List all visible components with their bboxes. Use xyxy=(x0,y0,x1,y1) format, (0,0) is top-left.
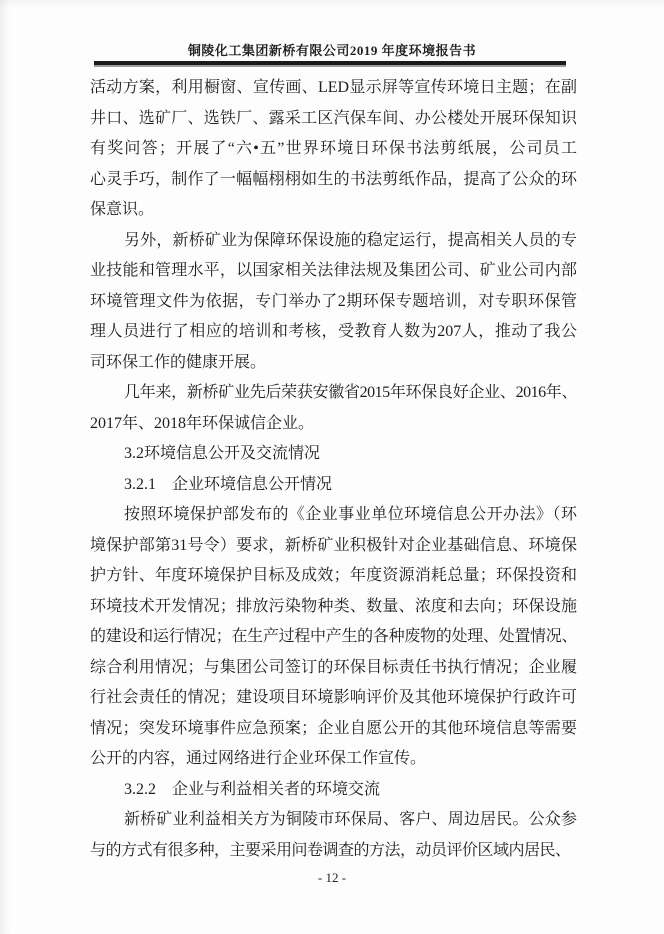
body-line: 几年来，新桥矿业先后荣获安徽省2015年环保良好企业、2016年、 xyxy=(124,384,577,401)
body-line: 综合利用情况；与集团公司签订的环保目标责任书执行情况；企业履 xyxy=(90,658,577,676)
body-line: 的建设和运行情况；在生产过程中产生的各种废物的处理、处置情况、 xyxy=(90,628,577,645)
body-line: 有奖问答；开展了“六•五”世界环境日环保书法剪纸展，公司员工 xyxy=(90,140,577,157)
section-heading: 3.2.2 企业与利益相关者的环境交流 xyxy=(124,780,381,798)
body-line: 保意识。 xyxy=(90,201,155,218)
page-number: - 12 - xyxy=(317,870,347,885)
body-line: 环境管理文件为依据，专门举办了2期环保专题培训，对专职环保管 xyxy=(90,292,577,310)
body-line: 业技能和管理水平，以国家相关法律法规及集团公司、矿业公司内部 xyxy=(90,262,577,279)
body-line: 境保护部第31号令）要求，新桥矿业积极针对企业基础信息、环境保 xyxy=(90,536,577,554)
body-line: 心灵手巧，制作了一幅幅栩栩如生的书法剪纸作品，提高了公众的环 xyxy=(90,170,577,188)
body-line: 按照环境保护部发布的《企业事业单位环境信息公开办法》（环 xyxy=(124,506,577,523)
section-heading: 3.2.1 企业环境信息公开情况 xyxy=(124,475,333,493)
document-body xyxy=(90,73,577,866)
body-line: 司环保工作的健康开展。 xyxy=(90,353,267,371)
body-line: 环境技术开发情况；排放污染物种类、数量、浓度和去向；环保设施 xyxy=(90,597,577,615)
body-line: 行社会责任的情况；建设项目环境影响评价及其他环境保护行政许可 xyxy=(90,689,577,706)
scan-edge-top xyxy=(0,0,664,8)
header-rule xyxy=(94,61,566,67)
body-line: 公开的内容，通过网络进行企业环保工作宣传。 xyxy=(90,750,427,767)
body-line: 活动方案，利用橱窗、宣传画、LED显示屏等宣传环境日主题；在副 xyxy=(90,79,577,96)
body-line: 2017年、2018年环保诚信企业。 xyxy=(90,414,315,432)
body-line: 与的方式有很多种，主要采用问卷调查的方法，动员评价区域内居民、 xyxy=(90,841,571,859)
body-line: 情况；突发环境事件应急预案；企业自愿公开的其他环境信息等需要 xyxy=(90,719,577,737)
scan-edge-left xyxy=(0,0,10,934)
body-line: 另外，新桥矿业为保障环保设施的稳定运行，提高相关人员的专 xyxy=(124,231,577,249)
body-line: 理人员进行了相应的培训和考核，受教育人数为207人，推动了我公 xyxy=(90,323,577,340)
body-line: 新桥矿业利益相关方为铜陵市环保局、客户、周边居民。公众参 xyxy=(124,811,577,828)
body-line: 井口、选矿厂、选铁厂、露采工区汽保车间、办公楼处开展环保知识 xyxy=(90,109,577,127)
page-header-title: 铜陵化工集团新桥有限公司2019 年度环境报告书 xyxy=(187,43,477,58)
body-line: 护方针、年度环境保护目标及成效；年度资源消耗总量；环保投资和 xyxy=(90,567,577,584)
section-heading: 3.2环境信息公开及交流情况 xyxy=(124,445,321,462)
